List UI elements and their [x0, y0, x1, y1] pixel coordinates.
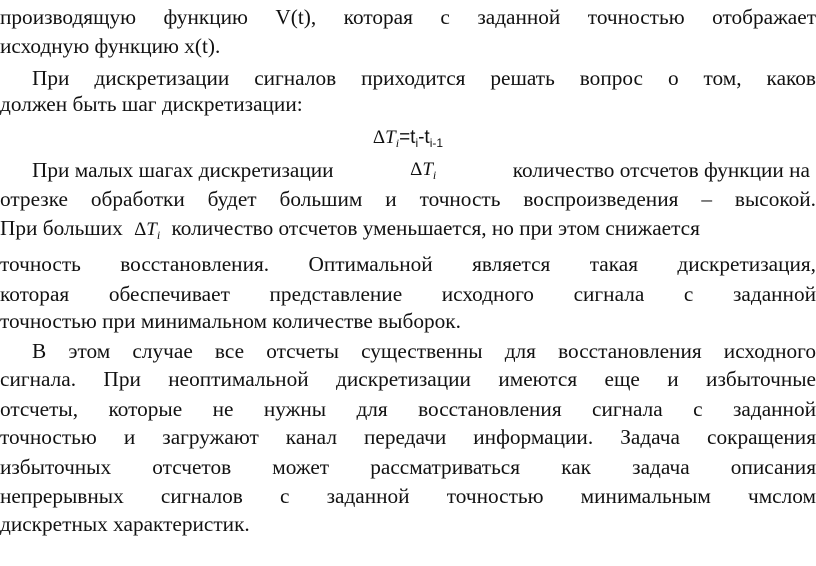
text-line: точность восстановления. Оптимальной является такая дискретизация,	[0, 252, 816, 276]
text-line: которая обеспечивает представление исходного сигнала с заданной	[0, 282, 816, 306]
text-line: При дискретизации сигналов приходится решать вопрос о том, каков	[32, 66, 816, 90]
text-line: производящую функцию V(t), которая с заданной точностью отображает	[0, 5, 816, 29]
text-line: точностью при минимальном количестве выборок.	[0, 309, 461, 333]
sampling-step-formula: $\Delta T_i=t_i-t_{i-1}$	[372, 127, 444, 150]
delta-t-symbol: $\Delta T_i$	[134, 219, 161, 242]
text-line: исходную функцию x(t).	[0, 34, 221, 58]
text-line: точностью и загружают канал передачи информации. Задача сокращения	[0, 425, 816, 449]
delta-t-symbol: $\Delta T_i$	[410, 159, 437, 182]
text-line: При больших $\Delta T_i$ количество отсчетов уменьшается, но при этом снижается	[0, 216, 700, 242]
formula-line	[0, 121, 816, 151]
text-line: отсчеты, которые не нужны для восстановления сигнала с заданной	[0, 397, 816, 421]
text-line: непрерывных сигналов с заданной точностью минимальным чмслом	[0, 484, 816, 508]
text-line: отрезке обработки будет большим и точность воспроизведения – высокой.	[0, 187, 816, 211]
text-line: сигнала. При неоптимальной дискретизации имеются еще и избыточные	[0, 367, 816, 391]
text-line: В этом случае все отсчеты существенны для восстановления исходного	[32, 339, 816, 363]
text-line: избыточных отсчетов может рассматриваться как задача описания	[0, 455, 816, 479]
text-line: При малых шагах дискретизации $\Delta T_i$ количество отсчетов функции на	[0, 155, 816, 185]
text-line: должен быть шаг дискретизации:	[0, 92, 303, 116]
text-line: дискретных характеристик.	[0, 512, 250, 536]
